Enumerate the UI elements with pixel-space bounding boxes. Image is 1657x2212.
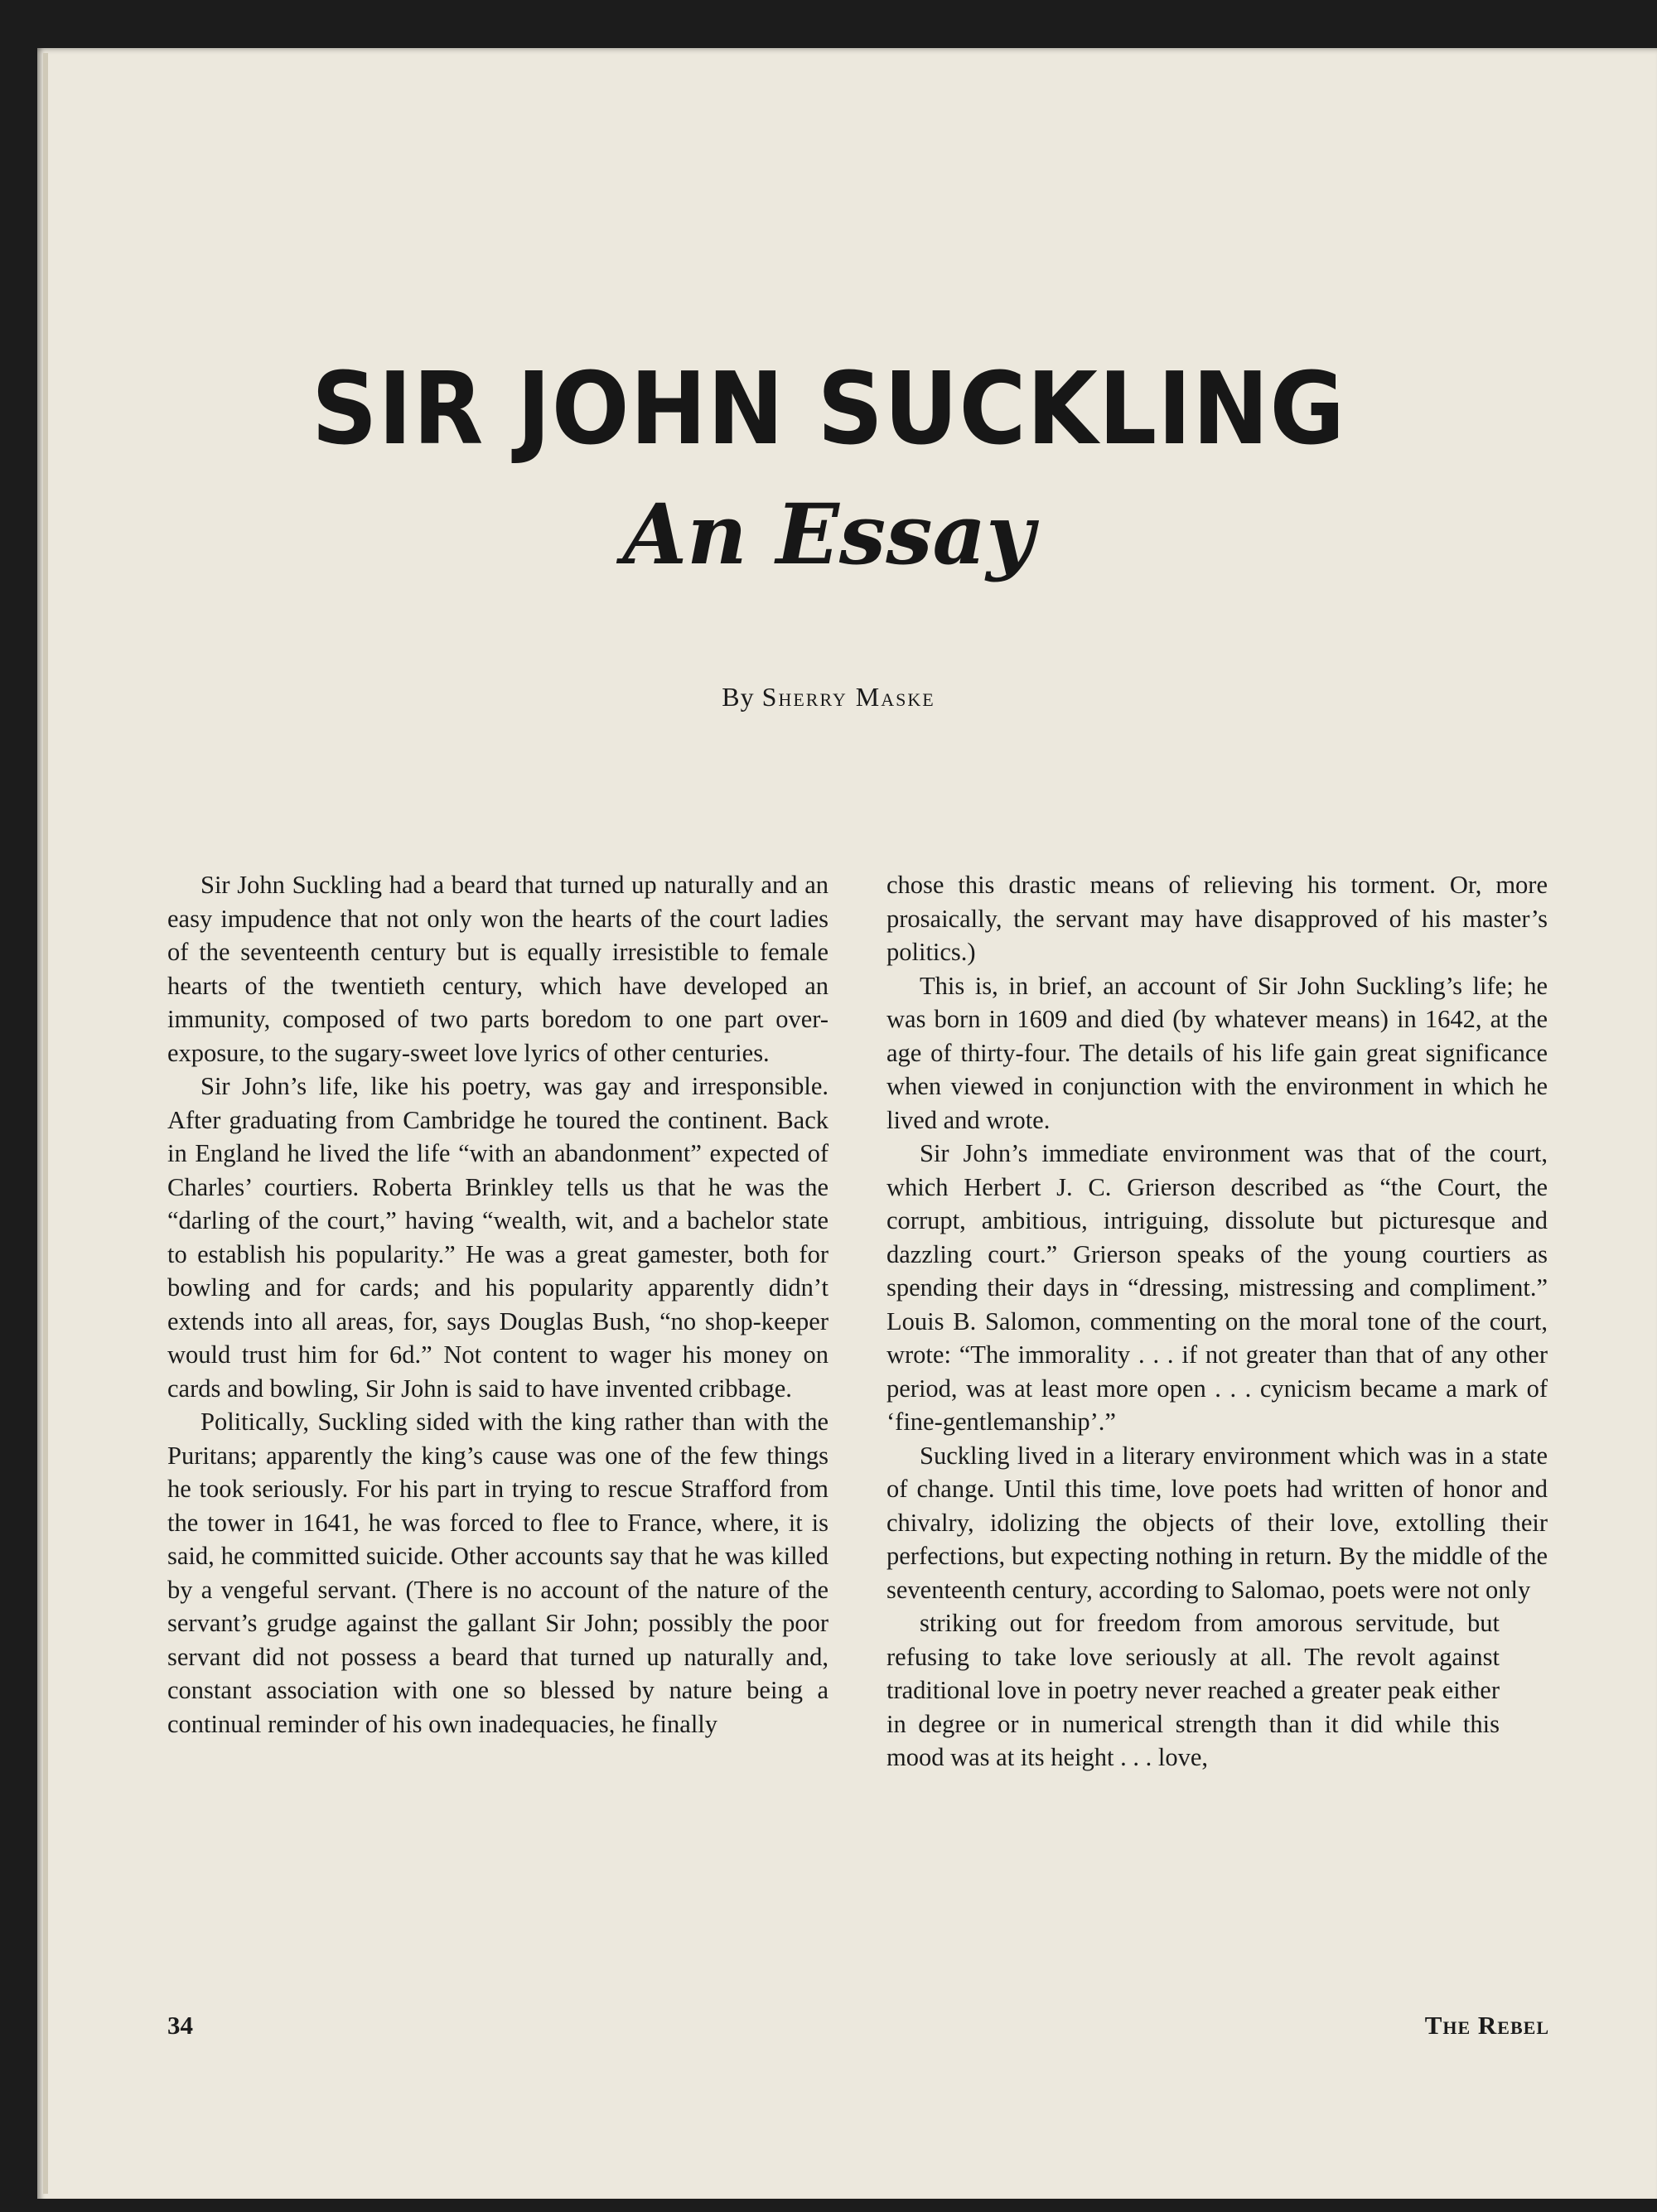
byline-prefix: By [722, 682, 755, 712]
paragraph: This is, in brief, an account of Sir John Suckling’s life; he was born in 1609 and died (by whatever means) in 1642, at the age of thirty-four. The details of his life gain great significance when viewed in conjunction with the environment in which he lived and wrote. [886, 971, 1548, 1134]
right-column [886, 868, 1548, 1775]
magazine-name: The Rebel [1424, 2011, 1549, 2040]
paragraph: Sir John’s immediate environment was that of the court, which Herbert J. C. Grierson described as “the Court, the corrupt, ambitious, intriguing, dissolute but picturesque and dazzling court.” Grierson speaks of the young courtiers as spending their days in “dressing, mistressing and compliment.” Louis B. Salomon, commenting on the moral tone of the court, wrote: “The immorality . . . if not greater than that of any other period, was at least more open . . . cynicism became a mark of ‘fine-gentlemanship’.” [886, 1139, 1548, 1436]
page-edge [43, 53, 48, 2194]
paragraph: Suckling lived in a literary environment which was in a state of change. Until this time, love poets had written of honor and chivalry, idolizing the objects of their love, extolling their perfections, but expecting nothing in return. By the middle of the seventeenth century, according to Salomao, poets were not only [886, 1441, 1548, 1604]
paragraph: Sir John’s life, like his poetry, was gay and irresponsible. After graduating from Cambridge he toured the continent. Back in England he lived the life “with an abandonment” expected of Charles’ courtiers. Roberta Brinkley tells us that he was the “darling of the court,” having “wealth, wit, and a bachelor state to establish his popularity.” He was a great gamester, both for bowling and for cards; and his popularity apparently didn’t extends into all areas, for, says Douglas Bush, “no shop-keeper would trust him for 6d.” Not content to wager his money on cards and bowling, Sir John is said to have invented cribbage. [167, 1072, 828, 1403]
paragraph: chose this drastic means of relieving his torment. Or, more prosaically, the servant may have disapproved of his master’s politics.) [886, 871, 1548, 966]
byline [0, 682, 1657, 712]
paragraph: Politically, Suckling sided with the king rather than with the Puritans; apparently the king’s cause was one of the few things he took seriously. For his part in trying to rescue Strafford from the tower in 1641, he was forced to flee to France, where, it is said, he committed suicide. Other accounts say that he was killed by a vengeful servant. (There is no account of the nature of the servant’s grudge against the gallant Sir John; possibly the poor servant did not possess a beard that turned up naturally and, constant association with one so blessed by nature being a continual reminder of his own inadequacies, he finally [167, 1408, 828, 1738]
block-quote: striking out for freedom from amorous servitude, but refusing to take love seriously at all. The revolt against traditional love in poetry never reached a greater peak either in degree or in numerical strength than it did while this mood was at its height . . . love, [886, 1609, 1500, 1771]
paragraph: Sir John Suckling had a beard that turned up naturally and an easy impudence that not only won the hearts of the court ladies of the seventeenth century but is equally irresistible to female hearts of the twentieth century, which have developed an immunity, composed of two parts boredom to one part over-exposure, to the sugary-sweet love lyrics of other centuries. [167, 871, 828, 1067]
page-number: 34 [167, 2011, 193, 2040]
article-title: SIR JOHN SUCKLING [311, 352, 1345, 467]
article-subtitle: An Essay [622, 485, 1035, 583]
author-name: Sherry Maske [761, 682, 935, 712]
left-column [167, 868, 828, 1741]
